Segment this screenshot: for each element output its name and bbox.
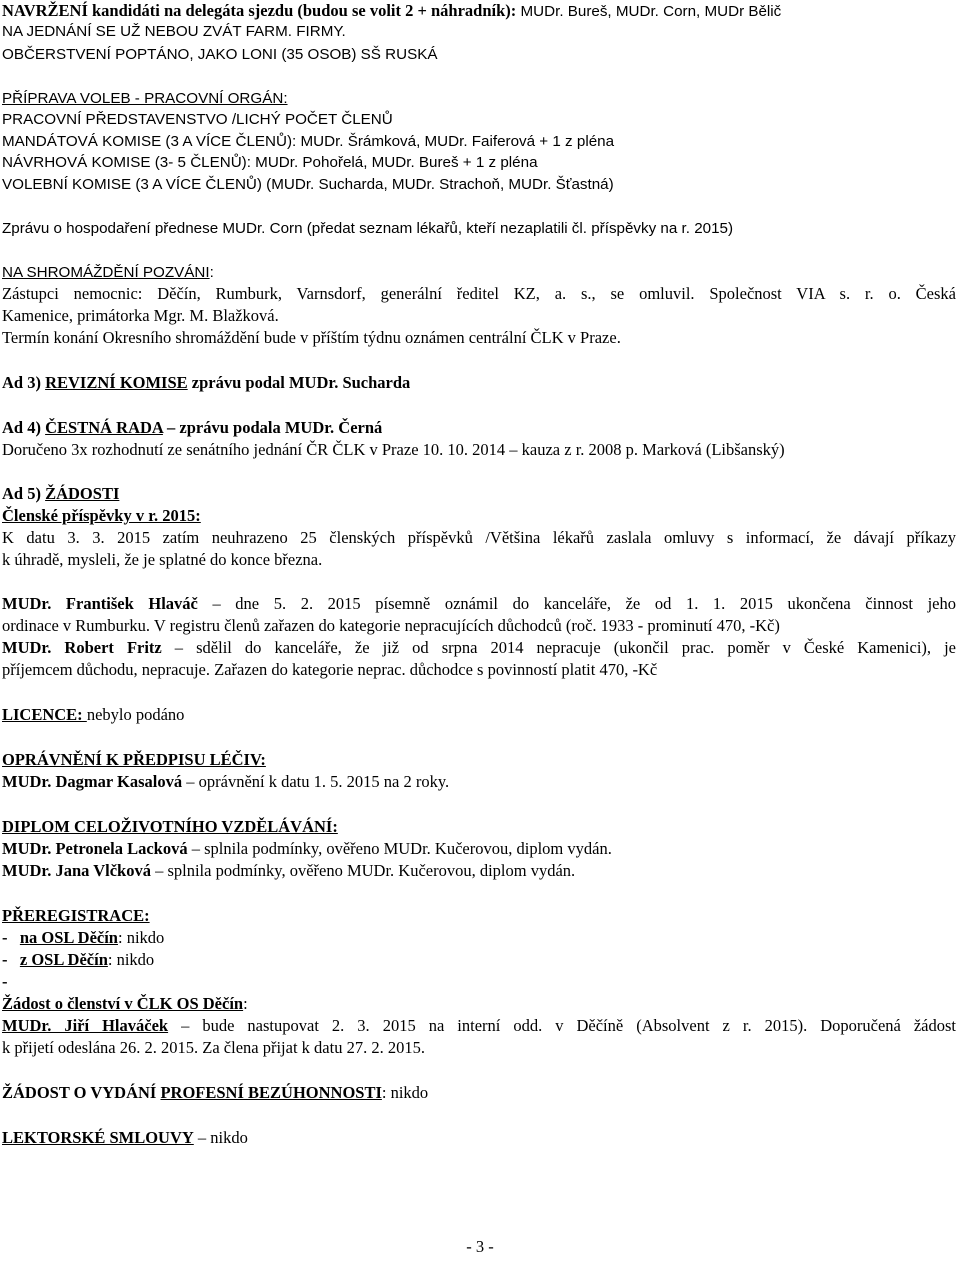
- hlavac-line-2: ordinace v Rumburku. V registru členů zařazen do kategorie nepracujících důchodců (roč. 1933 - prominutí 470, -Kč): [2, 616, 780, 635]
- mandate-commission-line: MANDÁTOVÁ KOMISE (3 A VÍCE ČLENŮ): MUDr. Šrámková, MUDr. Faiferová + 1 z pléna: [2, 133, 615, 150]
- fees-line-2: k úhradě, mysleli, že je splatné do konce března.: [2, 550, 323, 569]
- finance-report-line: Zprávu o hospodaření přednese MUDr. Corn (předat seznam lékařů, kteří nezaplatili čl. příspěvky na r. 2015): [2, 220, 734, 237]
- invited-heading: NA SHROMÁŽDĚNÍ POZVÁNI:: [2, 264, 214, 281]
- delegate-candidates-line: NAVRŽENÍ kandidáti na delegáta sjezdu (budou se volit 2 + náhradník): MUDr. Bureš, MUDr. Corn, MUDr Bělič: [2, 1, 782, 20]
- licence-line: LICENCE: nebylo podáno: [2, 705, 185, 724]
- election-commission-line: VOLEBNÍ KOMISE (3 A VÍCE ČLENŮ) (MUDr. Sucharda, MUDr. Strachoň, MUDr. Šťastná): [2, 176, 614, 193]
- kasalova-line: MUDr. Dagmar Kasalová – oprávnění k datu 1. 5. 2015 na 2 roky.: [2, 772, 450, 791]
- empty-dash-line: -: [2, 972, 8, 991]
- requests-heading: Ad 5) ŽÁDOSTI: [2, 484, 120, 503]
- fritz-line-1: MUDr. Robert Fritz – sdělil do kanceláře, že již od srpna 2014 nepracuje (ukončil prac. poměr v České Kamenici), je: [2, 638, 956, 657]
- pharma-firms-note: NA JEDNÁNÍ SE UŽ NEBOU ZVÁT FARM. FIRMY.: [2, 23, 346, 40]
- fees-line-1: K datu 3. 3. 2015 zatím neuhrazeno 25 členských příspěvků /Většina lékařů zaslala omluvy s informací, že dávají příkazy: [2, 528, 956, 547]
- membership-request-heading: Žádost o členství v ČLK OS Děčín:: [2, 994, 248, 1013]
- fritz-line-2: příjemcem důchodu, nepracuje. Zařazen do kategorie neprac. důchodce s povinností platit 470, -Kč: [2, 660, 658, 679]
- refreshments-note: OBČERSTVENÍ POPTÁNO, JAKO LONI (35 OSOB) SŠ RUSKÁ: [2, 46, 438, 63]
- integrity-request-line: ŽÁDOST O VYDÁNÍ PROFESNÍ BEZÚHONNOSTI: nikdo: [2, 1083, 429, 1102]
- prescription-heading: OPRÁVNĚNÍ K PŘEDPISU LÉČIV:: [2, 750, 266, 769]
- reregistration-heading: PŘEREGISTRACE:: [2, 906, 150, 925]
- senate-decision-line: Doručeno 3x rozhodnutí ze senátního jednání ČR ČLK v Praze 10. 10. 2014 – kauza z r. 2008 p. Marková (Libšanský): [2, 440, 785, 459]
- working-board-line: PRACOVNÍ PŘEDSTAVENSTVO /LICHÝ POČET ČLENŮ: [2, 111, 393, 128]
- honor-council-line: Ad 4) ČESTNÁ RADA – zprávu podala MUDr. Černá: [2, 418, 383, 437]
- diploma-heading: DIPLOM CELOŽIVOTNÍHO VZDĚLÁVÁNÍ:: [2, 817, 338, 836]
- vlckova-line: MUDr. Jana Vlčková – splnila podmínky, ověřeno MUDr. Kučerovou, diplom vydán.: [2, 861, 576, 880]
- membership-fees-heading: Členské příspěvky v r. 2015:: [2, 506, 201, 525]
- audit-commission-line: Ad 3) REVIZNÍ KOMISE zprávu podal MUDr. Sucharda: [2, 373, 411, 392]
- hlavacek-line-1: MUDr. Jiří Hlaváček – bude nastupovat 2. 3. 2015 na interní odd. v Děčíně (Absolvent z r. 2015). Doporučená žádost: [2, 1016, 957, 1035]
- hlavacek-line-2: k přijetí odeslána 26. 2. 2015. Za člena přijat k datu 27. 2. 2015.: [2, 1038, 425, 1057]
- invited-line-1: Zástupci nemocnic: Děčín, Rumburk, Varnsdorf, generální ředitel KZ, a. s., se omluvil. Společnost VIA s. r. o. Česká: [2, 284, 956, 303]
- lackova-line: MUDr. Petronela Lacková – splnila podmínky, ověřeno MUDr. Kučerovou, diplom vydán.: [2, 839, 612, 858]
- reregistration-to-line: - na OSL Děčín: nikdo: [2, 928, 165, 947]
- page-number: - 3 -: [466, 1237, 494, 1256]
- reregistration-from-line: - z OSL Děčín: nikdo: [2, 950, 155, 969]
- proposal-commission-line: NÁVRHOVÁ KOMISE (3- 5 ČLENŮ): MUDr. Pohořelá, MUDr. Bureš + 1 z pléna: [2, 154, 538, 171]
- invited-line-2: Kamenice, primátorka Mgr. M. Blažková.: [2, 306, 279, 325]
- meeting-date-line: Termín konání Okresního shromáždění bude v příštím týdnu oznámen centrální ČLK v Praze.: [2, 328, 621, 347]
- lecturer-contracts-line: LEKTORSKÉ SMLOUVY – nikdo: [2, 1128, 248, 1147]
- election-prep-heading: PŘÍPRAVA VOLEB - PRACOVNÍ ORGÁN:: [2, 90, 288, 107]
- hlavac-line-1: MUDr. František Hlaváč – dne 5. 2. 2015 písemně oznámil do kanceláře, že od 1. 1. 2015 ukončena činnost jeho: [2, 594, 956, 613]
